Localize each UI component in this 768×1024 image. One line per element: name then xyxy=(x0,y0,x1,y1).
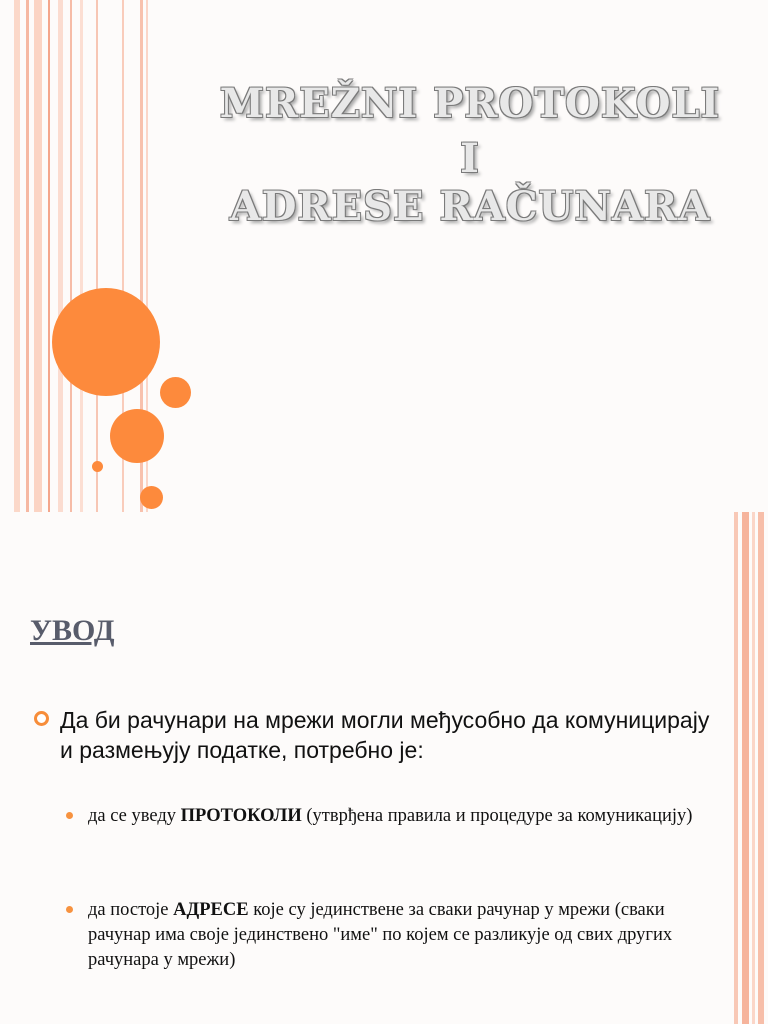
sub-bullet-protocols xyxy=(66,804,726,829)
sub-bullet-text: да се уведу ПРОТОКОЛИ (утврђена правила и процедуре за комуникацију) xyxy=(88,806,693,826)
dot-bullet-icon xyxy=(66,906,73,913)
decor-stripe xyxy=(734,512,738,1024)
slide-heading: УВОД xyxy=(30,614,115,647)
ring-bullet-icon xyxy=(34,711,49,726)
main-bullet-text: Да би рачунари на мрежи могли међусобно да комуницирају и размењују податке, потребно је: xyxy=(60,707,710,763)
decor-stripe xyxy=(48,0,50,512)
main-bullet xyxy=(34,705,714,765)
decor-stripe xyxy=(742,512,749,1024)
sub-bullet-addresses xyxy=(66,898,726,973)
decor-stripe xyxy=(14,0,20,512)
decor-stripe xyxy=(80,0,83,512)
decor-stripe xyxy=(58,0,63,512)
decor-stripe xyxy=(752,512,755,1024)
decor-stripe xyxy=(26,0,29,512)
decor-stripe xyxy=(758,512,764,1024)
sub-bullet-text: да постоје АДРЕСЕ које су јединствене за сваки рачунар у мрежи (сваки рачунар има своје јединствено "име" по којем се разликује од свих других рачунара у мрежи) xyxy=(88,900,673,970)
decor-stripe xyxy=(96,0,98,512)
decor-circle xyxy=(140,486,163,509)
title-line: I xyxy=(460,135,480,182)
decor-circle xyxy=(92,461,103,472)
decor-circle xyxy=(160,377,191,408)
title-line: ADRESE RAČUNARA xyxy=(229,183,711,230)
decor-circle xyxy=(110,409,164,463)
title-line: MREŽNI PROTOKOLI xyxy=(219,80,721,127)
decor-stripe xyxy=(34,0,42,512)
dot-bullet-icon xyxy=(66,812,73,819)
decor-circle xyxy=(52,288,160,396)
decor-stripe xyxy=(70,0,72,512)
